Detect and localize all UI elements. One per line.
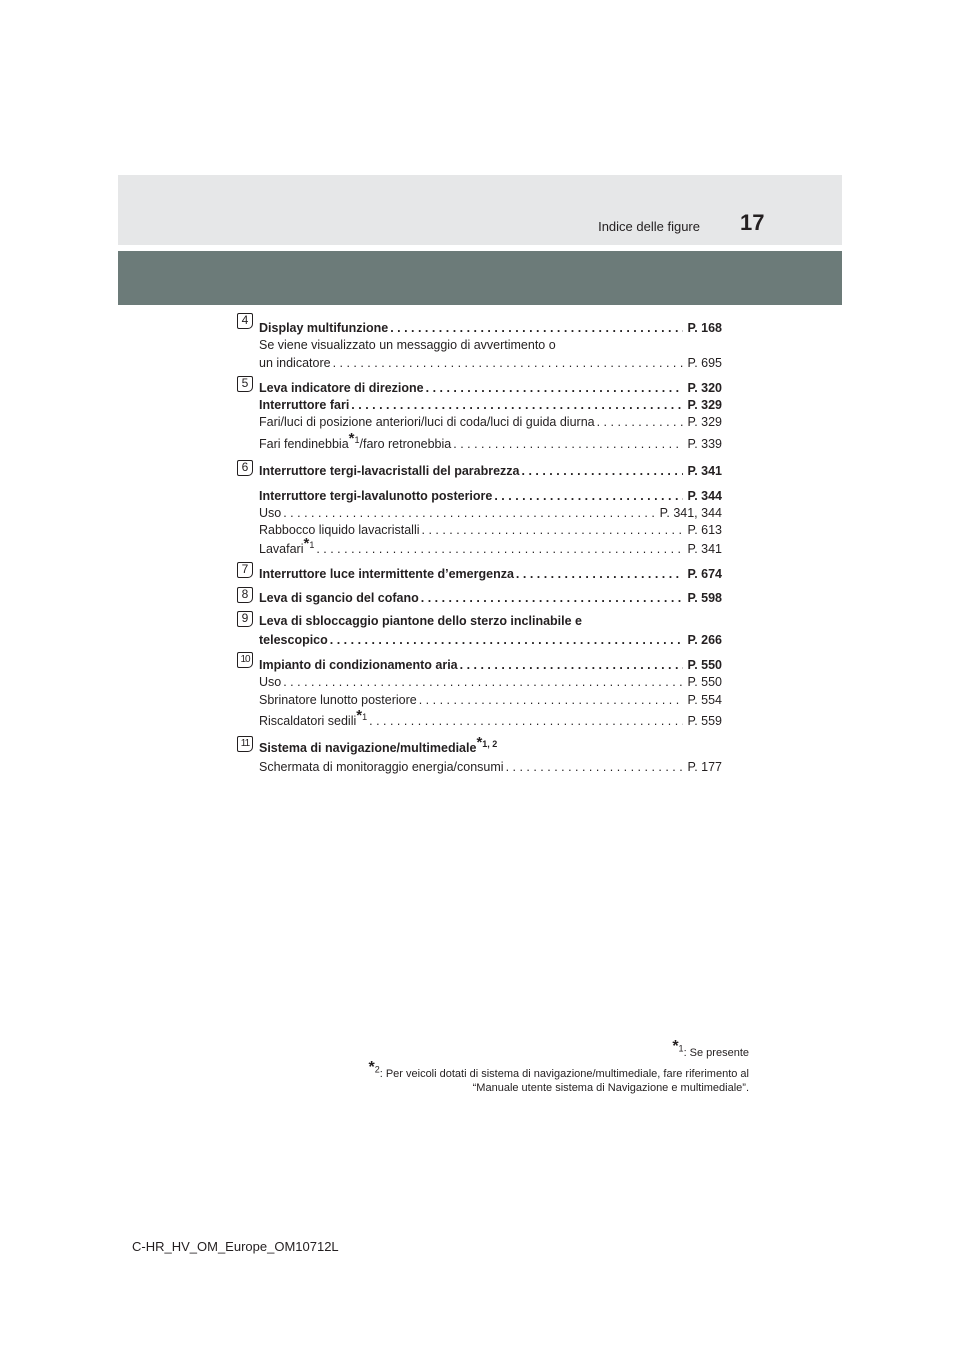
- index-entry[interactable]: [259, 378, 722, 396]
- leader-dots: [426, 380, 684, 396]
- page-reference: P. 341, 344: [659, 506, 722, 520]
- entry-label: Impianto di condizionamento aria: [259, 658, 458, 672]
- leader-dots: [333, 355, 684, 371]
- index-entry[interactable]: [259, 486, 722, 504]
- index-entry[interactable]: [259, 672, 722, 690]
- leader-dots: [453, 436, 683, 452]
- page-reference: P. 177: [687, 760, 722, 774]
- item-number-badge: 4: [237, 313, 253, 329]
- leader-dots: [316, 541, 683, 557]
- page-reference: P. 329: [687, 415, 722, 429]
- index-entry[interactable]: [259, 630, 722, 648]
- page-reference: P. 559: [687, 714, 722, 728]
- entry-label: Interruttore tergi-lavacristalli del parabrezza: [259, 464, 520, 478]
- entry-label: Sbrinatore lunotto posteriore: [259, 693, 417, 707]
- document-code: C-HR_HV_OM_Europe_OM10712L: [132, 1239, 339, 1254]
- entry-text: Leva di sbloccaggio piantone dello sterzo inclinabile e: [259, 614, 582, 628]
- entry-label: Schermata di monitoraggio energia/consumi: [259, 760, 504, 774]
- index-entry[interactable]: [259, 353, 722, 371]
- item-number-badge: 11: [237, 736, 253, 752]
- page-reference: P. 339: [687, 437, 722, 451]
- page-reference: P. 550: [687, 675, 722, 689]
- section-title: Indice delle figure: [598, 219, 700, 234]
- leader-dots: [516, 566, 684, 582]
- leader-dots: [597, 414, 684, 430]
- leader-dots: [494, 488, 683, 504]
- entry-label: un indicatore: [259, 356, 331, 370]
- entry-label: Lavafari*$^1$: [259, 535, 315, 556]
- leader-dots: [369, 713, 683, 729]
- leader-dots: [460, 657, 684, 673]
- entry-label: Display multifunzione: [259, 321, 389, 335]
- page-reference: P. 695: [687, 356, 722, 370]
- entry-label: Fari/luci di posizione anteriori/luci di coda/luci di guida diurna: [259, 415, 595, 429]
- leader-dots: [330, 632, 684, 648]
- page-reference: P. 329: [687, 398, 722, 412]
- index-entry[interactable]: [259, 430, 722, 452]
- item-number-badge: 5: [237, 376, 253, 392]
- index-entry[interactable]: [259, 757, 722, 775]
- item-number-badge: 8: [237, 587, 253, 603]
- page-reference: P. 341: [687, 542, 722, 556]
- item-number-badge: 10: [237, 652, 253, 668]
- entry-label: Fari fendinebbia*$^1$/faro retronebbia: [259, 430, 452, 451]
- leader-dots: [390, 320, 683, 336]
- page-reference: P. 554: [687, 693, 722, 707]
- page-reference: P. 550: [687, 658, 722, 672]
- entry-label: telescopico: [259, 633, 328, 647]
- leader-dots: [283, 674, 683, 690]
- index-entry[interactable]: [259, 535, 722, 557]
- page-reference: P. 320: [687, 381, 722, 395]
- entry-label: Riscaldatori sedili*$^1$: [259, 707, 368, 728]
- entry-label: Interruttore fari: [259, 398, 350, 412]
- index-entry[interactable]: [259, 461, 722, 479]
- footnote-1: *$^1$: Se presente: [672, 1038, 749, 1059]
- leader-dots: [422, 522, 684, 538]
- page-number: 17: [740, 210, 765, 235]
- index-entry[interactable]: [259, 503, 722, 521]
- index-entry[interactable]: [259, 588, 722, 606]
- leader-dots: [351, 397, 683, 413]
- index-entry[interactable]: [259, 318, 722, 336]
- page-reference: P. 598: [687, 591, 722, 605]
- page-reference: P. 341: [687, 464, 722, 478]
- item-number-badge: 6: [237, 460, 253, 476]
- index-entry[interactable]: [259, 690, 722, 708]
- index-entry[interactable]: [259, 655, 722, 673]
- entry-label: Rabbocco liquido lavacristalli: [259, 523, 420, 537]
- index-entry[interactable]: [259, 412, 722, 430]
- page-reference: P. 168: [687, 321, 722, 335]
- footnote-2: *$^2$: Per veicoli dotati di sistema di navigazione/multimediale, fare riferimento al: [368, 1059, 749, 1080]
- page-reference: P. 613: [687, 523, 722, 537]
- leader-dots: [283, 505, 655, 521]
- leader-dots: [421, 590, 684, 606]
- entry-label: Interruttore tergi-lavalunotto posteriore: [259, 489, 493, 503]
- entry-text: Sistema di navigazione/multimediale*$^{1, 2}$: [259, 734, 498, 755]
- entry-label: Interruttore luce intermittente d’emergenza: [259, 567, 514, 581]
- entry-label: Leva indicatore di direzione: [259, 381, 424, 395]
- entry-text: Se viene visualizzato un messaggio di avvertimento o: [259, 338, 556, 352]
- index-entry[interactable]: [259, 707, 722, 729]
- page-reference: P. 266: [687, 633, 722, 647]
- footnote-2-continued: “Manuale utente sistema di Navigazione e multimediale”.: [472, 1082, 749, 1094]
- entry-label: Uso: [259, 675, 282, 689]
- entry-label: Leva di sgancio del cofano: [259, 591, 419, 605]
- page-reference: P. 674: [687, 567, 722, 581]
- index-entry[interactable]: [259, 564, 722, 582]
- page-reference: P. 344: [687, 489, 722, 503]
- item-number-badge: 9: [237, 611, 253, 627]
- index-entry[interactable]: [259, 520, 722, 538]
- leader-dots: [506, 759, 684, 775]
- leader-dots: [522, 463, 684, 479]
- leader-dots: [419, 692, 684, 708]
- item-number-badge: 7: [237, 562, 253, 578]
- index-entry[interactable]: [259, 395, 722, 413]
- entry-label: Uso: [259, 506, 282, 520]
